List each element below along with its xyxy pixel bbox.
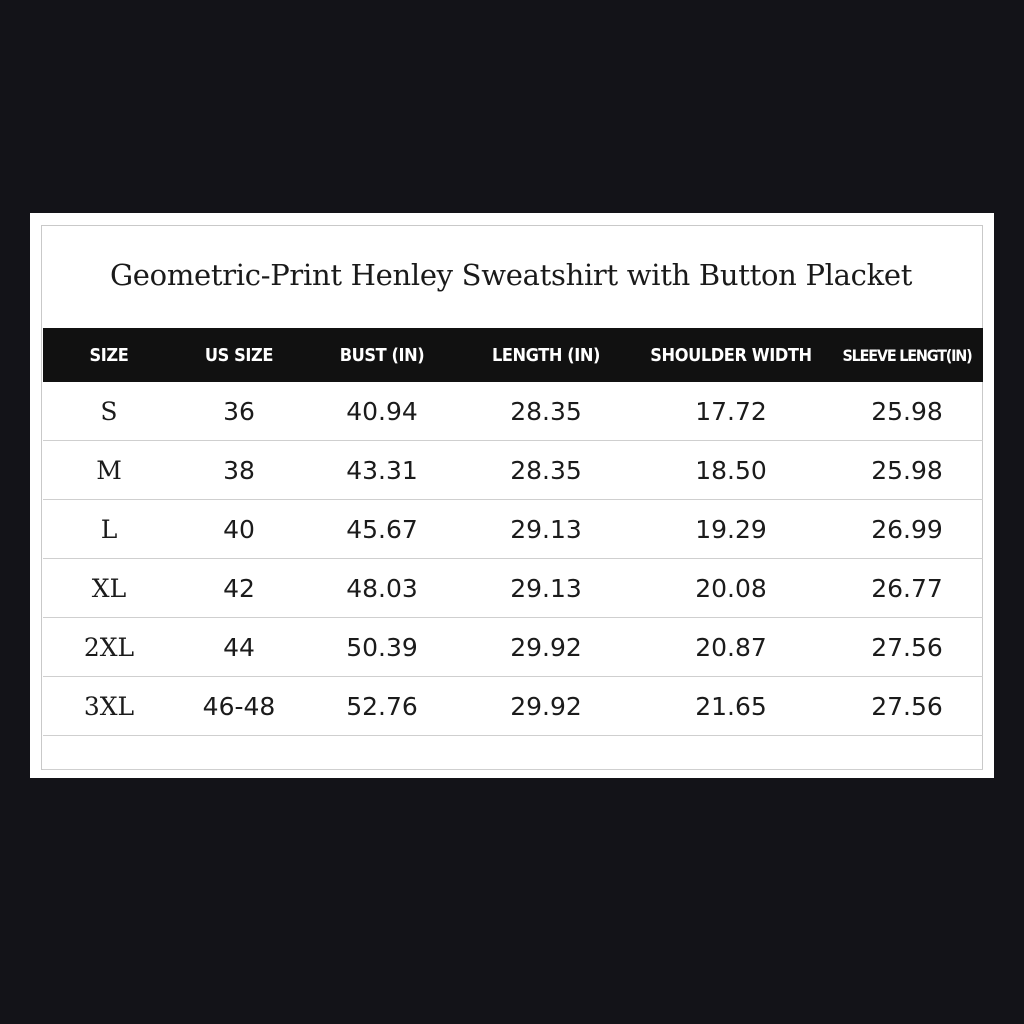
- us-size-cell: 42: [175, 559, 303, 618]
- sleeve-length-cell: 26.77: [831, 559, 983, 618]
- header-length: LENGTH (IN): [461, 328, 631, 382]
- shoulder-width-cell: 21.65: [631, 677, 831, 736]
- length-cell: 29.13: [461, 559, 631, 618]
- table-row: [43, 559, 983, 618]
- header-bust: BUST (IN): [303, 328, 461, 382]
- length-cell: 28.35: [461, 441, 631, 500]
- us-size-cell: 38: [175, 441, 303, 500]
- shoulder-width-cell: 20.08: [631, 559, 831, 618]
- size-cell: L: [43, 500, 175, 559]
- bust-cell: 40.94: [303, 382, 461, 441]
- empty-cell: [43, 736, 983, 770]
- us-size-cell: 36: [175, 382, 303, 441]
- length-cell: 28.35: [461, 382, 631, 441]
- sleeve-length-cell: 27.56: [831, 677, 983, 736]
- shoulder-width-cell: 20.87: [631, 618, 831, 677]
- size-table: [43, 328, 983, 770]
- us-size-cell: 40: [175, 500, 303, 559]
- header-shoulder-width: SHOULDER WIDTH: [631, 328, 831, 382]
- size-cell: S: [43, 382, 175, 441]
- table-row: [43, 500, 983, 559]
- shoulder-width-cell: 18.50: [631, 441, 831, 500]
- sleeve-length-cell: 26.99: [831, 500, 983, 559]
- size-cell: 2XL: [43, 618, 175, 677]
- chart-title: Geometric-Print Henley Sweatshirt with Button Placket: [109, 258, 913, 292]
- size-cell: 3XL: [43, 677, 175, 736]
- sleeve-length-cell: 25.98: [831, 382, 983, 441]
- bust-cell: 48.03: [303, 559, 461, 618]
- table-header-row: [43, 328, 983, 382]
- bust-cell: 45.67: [303, 500, 461, 559]
- bust-cell: 43.31: [303, 441, 461, 500]
- header-us-size: US SIZE: [175, 328, 303, 382]
- size-cell: XL: [43, 559, 175, 618]
- bust-cell: 50.39: [303, 618, 461, 677]
- length-cell: 29.92: [461, 618, 631, 677]
- length-cell: 29.13: [461, 500, 631, 559]
- size-cell: M: [43, 441, 175, 500]
- header-size: SIZE: [43, 328, 175, 382]
- size-chart-card: [30, 213, 994, 778]
- us-size-cell: 46-48: [175, 677, 303, 736]
- sleeve-length-cell: 27.56: [831, 618, 983, 677]
- table-row: [43, 441, 983, 500]
- shoulder-width-cell: 19.29: [631, 500, 831, 559]
- header-sleeve-length: SLEEVE LENGT(IN): [831, 328, 983, 382]
- shoulder-width-cell: 17.72: [631, 382, 831, 441]
- length-cell: 29.92: [461, 677, 631, 736]
- size-chart-frame: [41, 225, 983, 770]
- table-row: [43, 677, 983, 736]
- us-size-cell: 44: [175, 618, 303, 677]
- table-empty-row: [43, 736, 983, 770]
- sleeve-length-cell: 25.98: [831, 441, 983, 500]
- table-row: [43, 382, 983, 441]
- table-row: [43, 618, 983, 677]
- bust-cell: 52.76: [303, 677, 461, 736]
